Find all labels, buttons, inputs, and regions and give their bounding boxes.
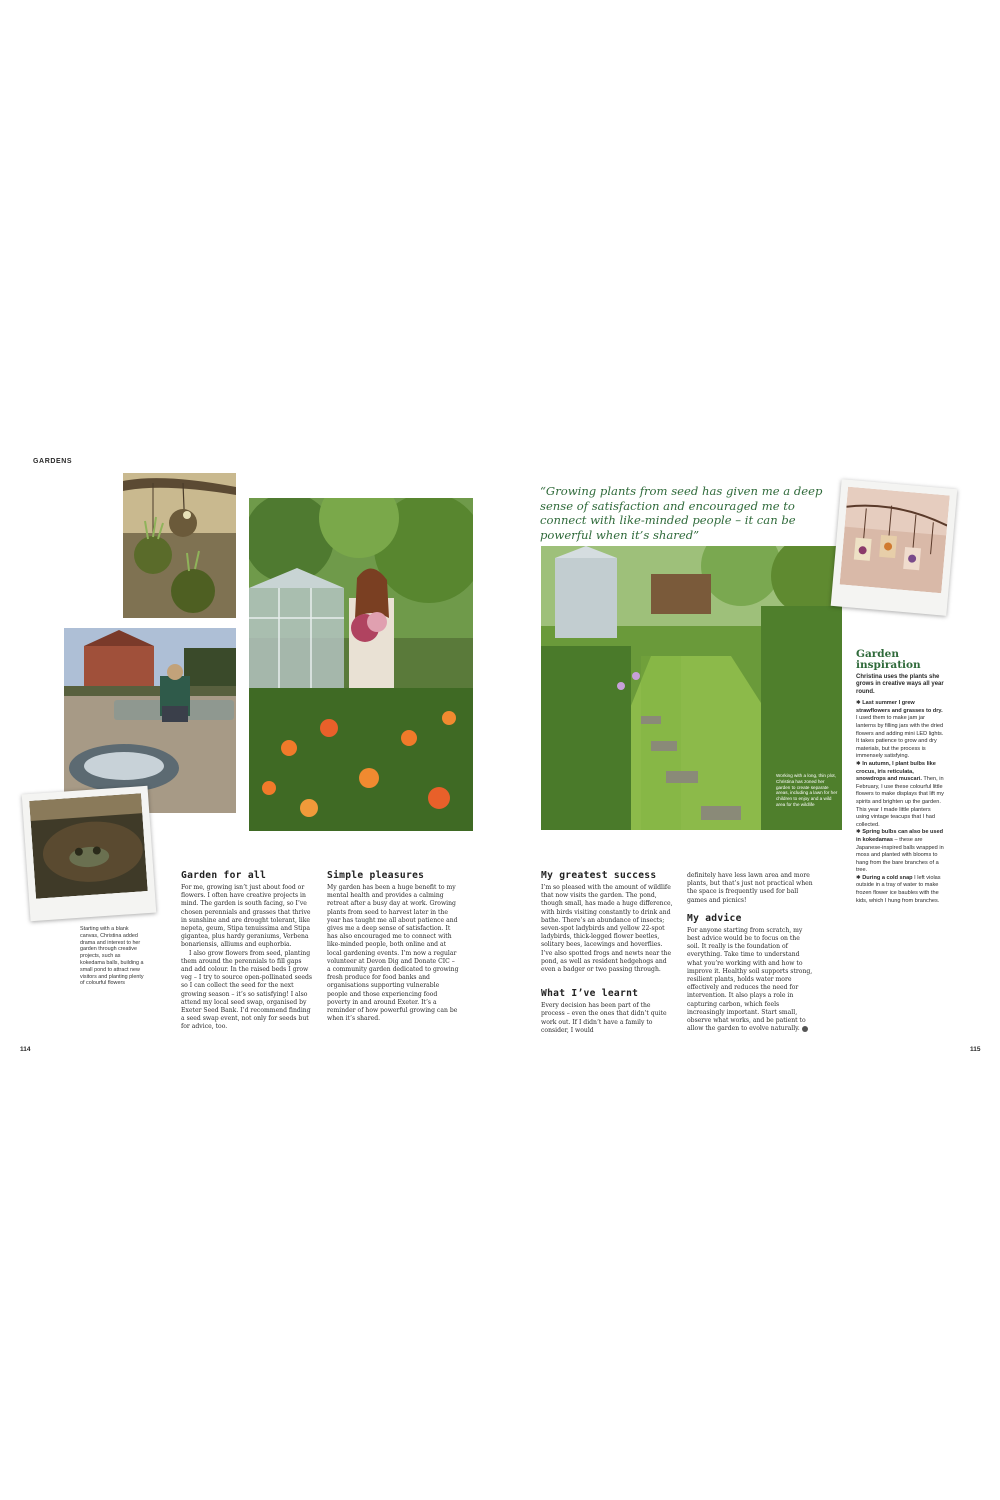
heading-what-ive-learnt: What I’ve learnt (541, 988, 639, 1000)
page-number-right: 115 (970, 1046, 981, 1053)
sidebar-item-lead: Last summer I grew strawflowers and grasses to dry. (856, 700, 943, 714)
page-number-left: 114 (20, 1046, 31, 1053)
end-mark-icon (802, 1026, 808, 1032)
sidebar-item-text: Then, in February, I use these colourful little flowers to make displays that lift my spirits and brighten up the garden. This year I made little planters using vintage teacups that I had collected. (856, 776, 944, 828)
heading-my-advice: My advice (687, 912, 742, 924)
sidebar-item: ✱ During a cold snap I left violas outside in a tray of water to make frozen flower ice baubles with the kids, which I hung from branches. (856, 874, 941, 904)
sidebar-item-lead: During a cold snap (862, 874, 913, 881)
paragraph: I’m so pleased with the amount of wildlife that now visits the garden. The pond, though small, has made a huge difference, with birds visiting constantly to drink and bathe. There’s an abundance of insects; seven-spot ladybirds and yellow 22-spot ladybirds, thick-legged flower beetles, solitary bees, lacewings and hoverflies. I’ve also spotted frogs and newts near the pond, as well as resident hedgehogs and even a badger or two passing through. (541, 884, 673, 974)
article-greatest-success (541, 870, 675, 1035)
paragraph: My garden has been a huge benefit to my mental health and provides a calming retreat after a busy day at work. Growing plants from seed to harvest later in the year has taught me all about patience and gives me a deep sense of satisfaction. It has also encouraged me to connect with like-minded people, both online and at local gardening events. I’m now a regular volunteer at Devon Dig and Donate CIC – a community garden dedicated to growing fresh produce for food banks and organisations supporting vulnerable people and those experiencing food poverty in and around Exeter. It’s a reminder of how powerful growing can be when it’s shared. (327, 884, 459, 1023)
sidebar-item-lead: Spring bulbs can also be used in kokedamas (856, 829, 944, 843)
article-garden-for-all (181, 870, 314, 1032)
paragraph (687, 927, 813, 1034)
sidebar-item-text: I left violas outside in a tray of water to make frozen flower ice baubles with the kids, which I hung from branches. (856, 874, 941, 904)
sidebar-title-line1: Garden (856, 648, 899, 660)
woman-with-flowers-photo (249, 498, 473, 831)
sidebar-item: ✱ Spring bulbs can also be used in kokedamas – these are Japanese-inspired balls wrapped in moss and planted with blooms to hang from the bare branches of a tree. (856, 829, 944, 874)
sidebar-item: ✱ Last summer I grew strawflowers and grasses to dry. I used them to make jam jar lanterns by filling jars with the dried flowers and adding mini LED lights. It takes patience to grow and dry materials, but the process is immensely satisfying. (856, 700, 944, 760)
section-label: GARDENS (33, 458, 73, 465)
sidebar-item-text: I used them to make jam jar lanterns by filling jars with the dried flowers and adding mini LED lights. It takes patience to grow and dry materials, but the process is immensely satisfying. (856, 715, 944, 760)
photo-caption-left: Starting with a blank canvas, Christina added drama and interest to her garden through creative projects, such as kokedama balls, building a small pond to attract new visitors and planting plenty of colourful flowers (80, 926, 144, 987)
sidebar-title-line2: inspiration (856, 658, 921, 671)
sidebar-title (856, 649, 944, 670)
sidebar-intro: Christina uses the plants she grows in creative ways all year round. (856, 674, 944, 695)
frog-polaroid (22, 786, 157, 921)
article-simple-pleasures (327, 870, 459, 1023)
jam-jar-lanterns-photo (840, 487, 950, 594)
pond-photo (64, 628, 236, 813)
kokedama-photo (123, 473, 236, 618)
paragraph: Every decision has been part of the process – even the ones that didn’t quite work out. If I didn’t have a family to consider, I would (541, 1002, 667, 1034)
sidebar-item: ✱ In autumn, I plant bulbs like crocus, iris reticulata, snowdrops and muscari. Then, in February, I use these colourful little flowers to make displays that lift my spirits and brighten up the garden. This year I made little planters using vintage teacups that I had collected. (856, 760, 944, 828)
article-my-advice (687, 872, 813, 1033)
paragraph: For me, growing isn’t just about food or flowers. I often have creative projects in mind. The garden is south facing, so I’ve chosen perennials and grasses that thrive in sunshine and are drought tolerant, like nepeta, geum, Stipa tenuissima and Stipa gigantea, plus hardy geraniums, Verbena bonariensis, alliums and euphorbia. (181, 884, 311, 949)
paragraph: I also grow flowers from seed, planting them around the perennials to fill gaps and add colour. In the raised beds I grow veg – I try to source open-pollinated seeds so I can collect the seed for the next growing season – it’s so satisfying! I also attend my local seed swap, organised by Exeter Seed Bank. I’d recommend finding a seed swap event, not only for seeds but for advice, too. (181, 949, 312, 1031)
sidebar-item-lead: In autumn, I plant bulbs like crocus, iris reticulata, snowdrops and muscari. (856, 760, 936, 783)
frog-photo (29, 793, 148, 899)
pull-quote: “Growing plants from seed has given me a deep sense of satisfaction and encouraged me to connect with like-minded people – it can be powerful when it’s shared” (540, 484, 823, 542)
heading-simple-pleasures: Simple pleasures (327, 870, 425, 881)
sidebar-item-text: – these are Japanese-inspired balls wrapped in moss and planted with blooms to hang from the bare branches of a tree. (856, 836, 944, 874)
garden-photo-caption: Working with a long, thin plot, Christina has zoned her garden to create separate areas, including a lawn for her children to enjoy and a wild area for the wildlife (776, 773, 838, 807)
heading-garden-for-all: Garden for all (181, 870, 267, 881)
garden-inspiration-sidebar (856, 649, 944, 905)
paragraph: definitely have less lawn area and more plants, but that’s just not practical when the space is frequently used for ball games and picnics! (687, 872, 813, 904)
lantern-polaroid (831, 479, 958, 616)
advice-text: For anyone starting from scratch, my best advice would be to focus on the soil. It really is the foundation of everything. Take time to understand what you’re working with and how to improve it. Healthy soil supports strong, resilient plants, holds water more effectively and reduces the need for intervention. It also plays a role in capturing carbon, which feels increasingly important. Start small, observe what works, and be patient to allow the garden to evolve naturally. (687, 926, 813, 1033)
heading-greatest-success: My greatest success (541, 870, 657, 881)
